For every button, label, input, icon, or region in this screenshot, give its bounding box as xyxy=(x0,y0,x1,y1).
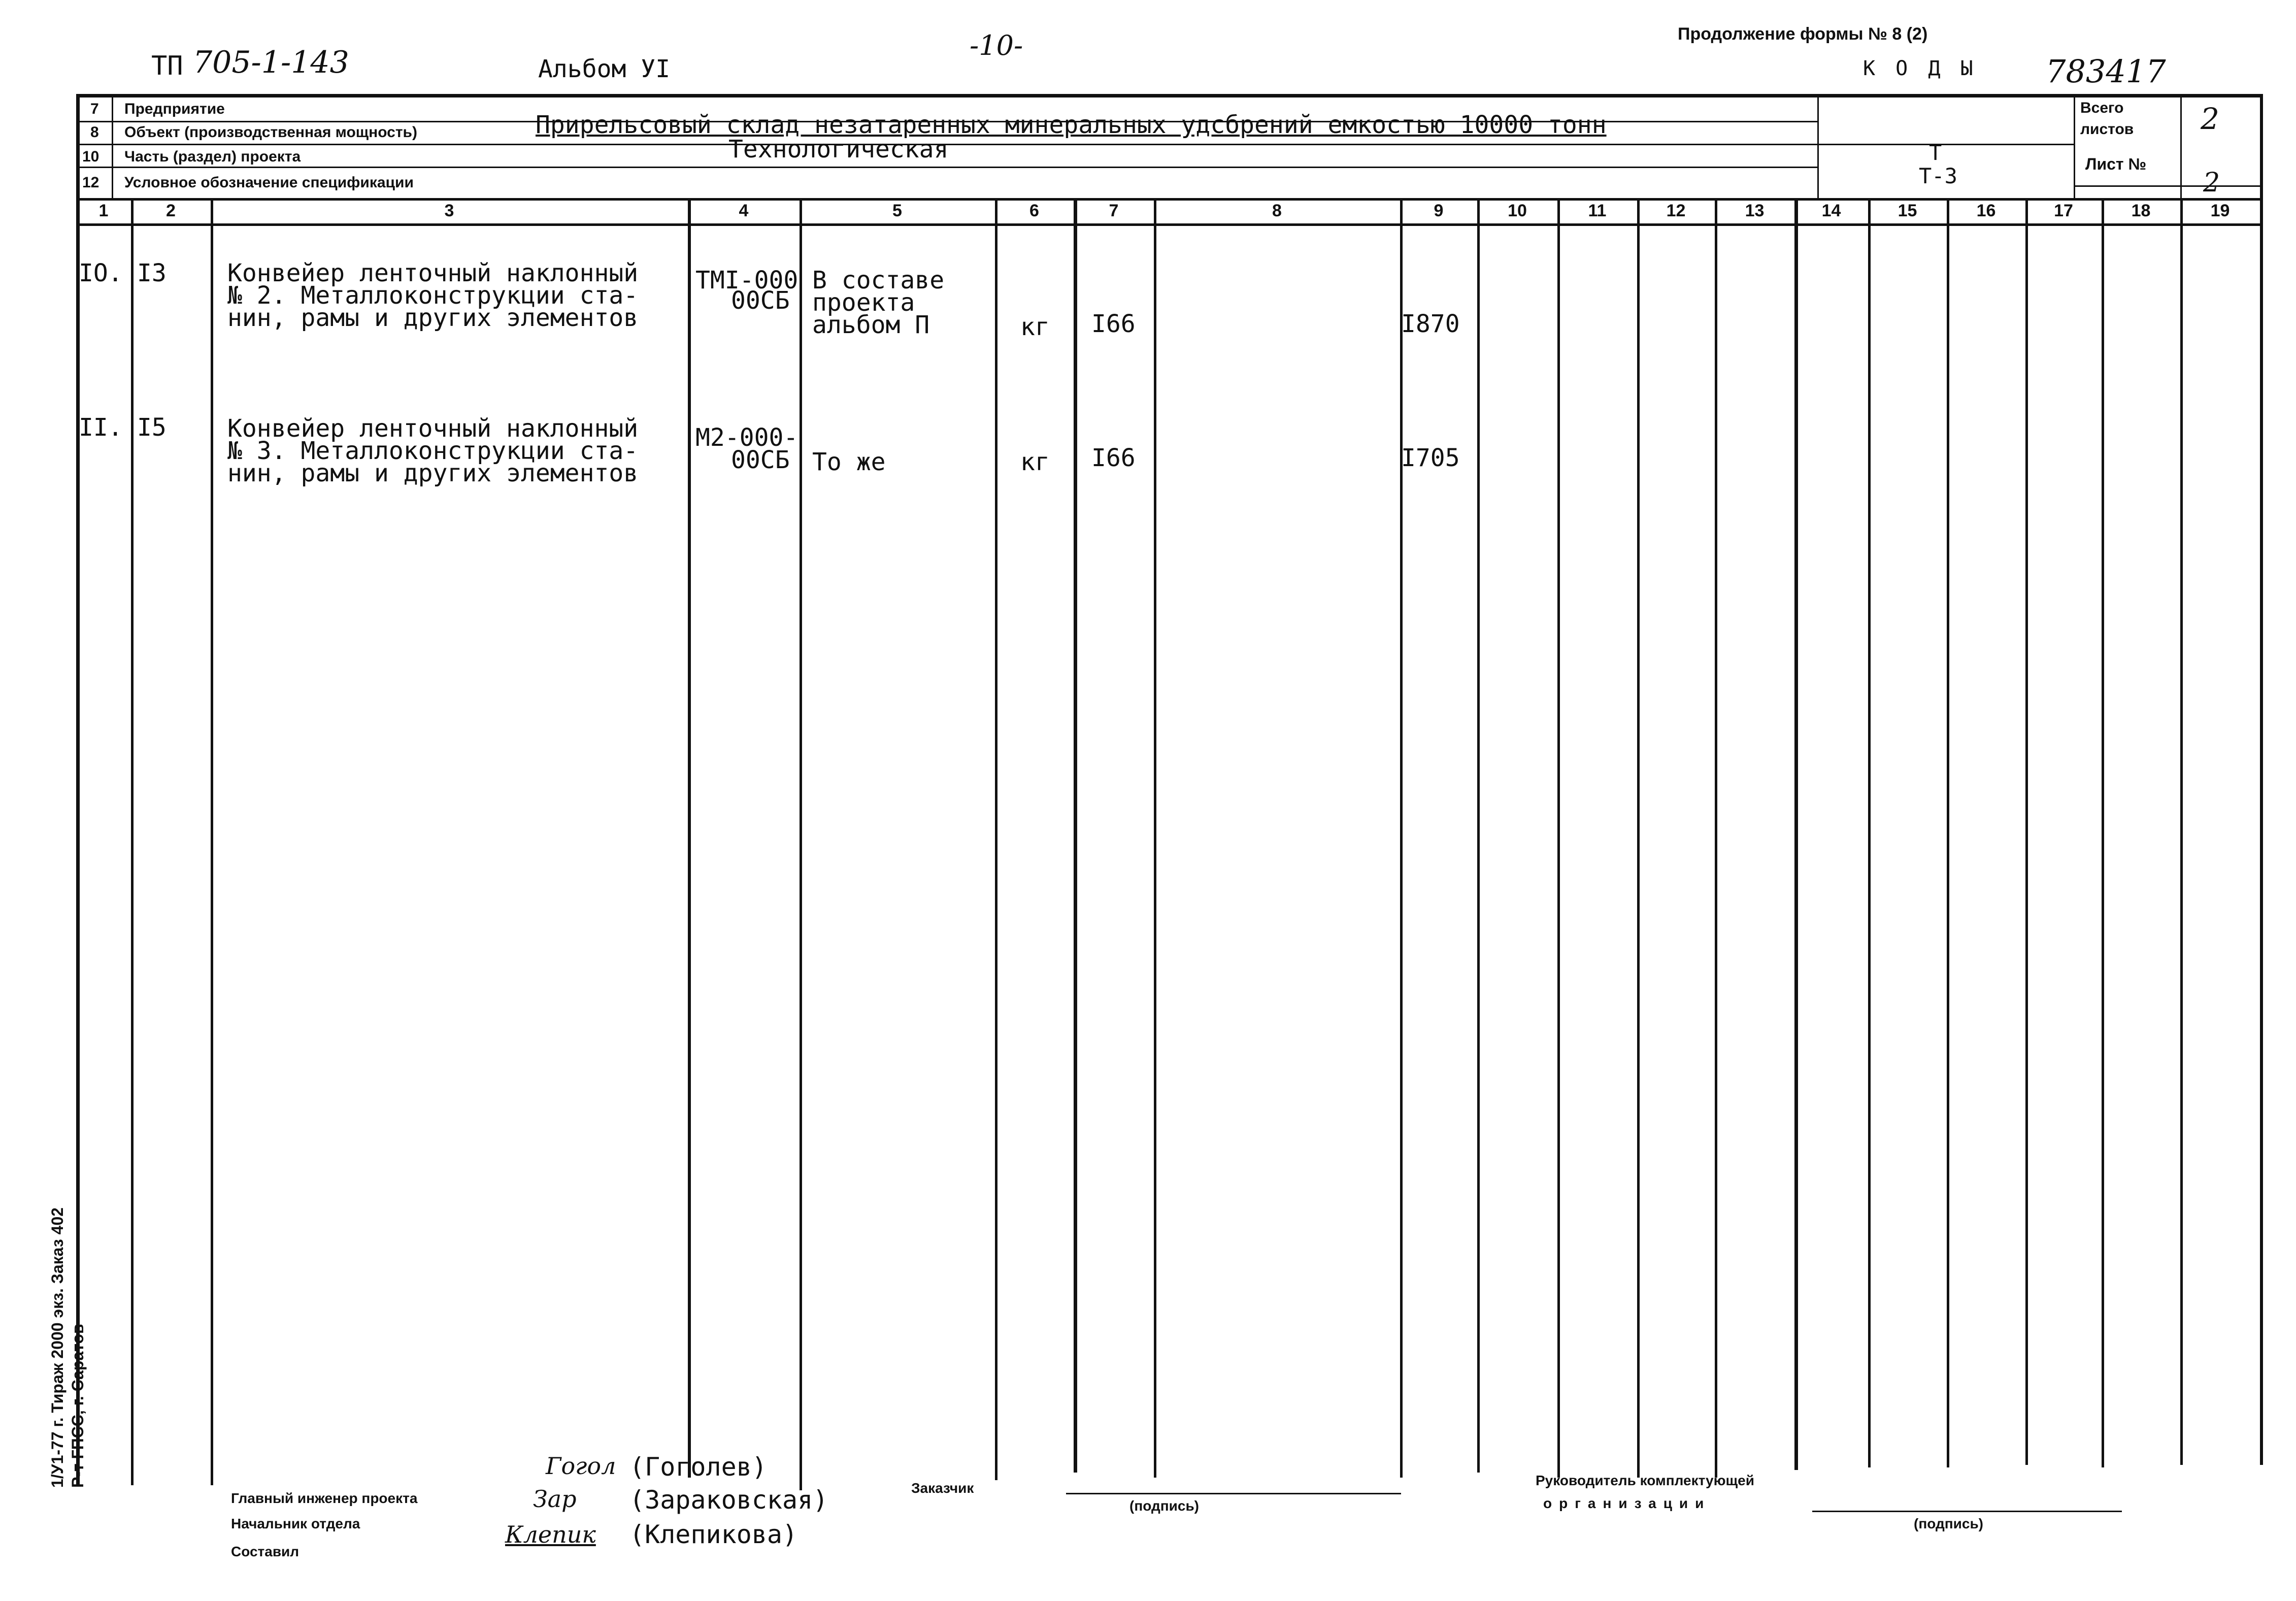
col-divider-2-3 xyxy=(211,198,213,1485)
row-2-c6: кг xyxy=(1020,448,1050,476)
compiled-name: (Клепикова) xyxy=(629,1520,798,1549)
col-num-14: 14 xyxy=(1821,201,1841,220)
sheet-label: Лист № xyxy=(2085,155,2147,173)
col-divider-3-4 xyxy=(688,198,691,1478)
title-row-line-3 xyxy=(76,167,1817,168)
col-num-18: 18 xyxy=(2131,201,2151,220)
row-1-c1: IO. xyxy=(79,259,123,287)
row-2-c3-line2: № 3. Металлоконструкции ста- xyxy=(227,437,639,465)
title-row-label-section: Часть (раздел) проекта xyxy=(124,148,301,165)
title-row-num-8: 8 xyxy=(90,124,99,141)
code-t3: Т-3 xyxy=(1919,164,1957,188)
row-1-c5-line3: альбом П xyxy=(812,311,930,339)
code-t: Т xyxy=(1929,140,1942,165)
col-num-3: 3 xyxy=(444,201,454,220)
row-1-c3-line1: Конвейер ленточный наклонный xyxy=(227,259,639,287)
row-2-c2: I5 xyxy=(137,413,167,442)
head-org-signature-caption: (подпись) xyxy=(1914,1516,1983,1531)
code-number: 783417 xyxy=(2046,53,2166,90)
total-sheets-label-text: Всего листов xyxy=(2080,100,2134,138)
col-divider-6-7 xyxy=(1074,198,1077,1473)
col-num-12: 12 xyxy=(1666,201,1686,220)
col-num-6: 6 xyxy=(1029,201,1039,220)
col-divider-12-13 xyxy=(1715,198,1717,1478)
row-1-c2: I3 xyxy=(137,259,167,287)
form-continuation: Продолжение формы № 8 (2) xyxy=(1678,24,1928,44)
object-value: Прирельсовый склад незатаренных минеральных удсбрений емкостью 10000 тонн xyxy=(536,111,1607,139)
title-row-line-2 xyxy=(76,144,2074,145)
col-num-10: 10 xyxy=(1508,201,1527,220)
customer-label: Заказчик xyxy=(911,1480,974,1496)
col-num-19: 19 xyxy=(2210,201,2230,220)
signature-2: Зар xyxy=(533,1485,577,1513)
col-divider-10-11 xyxy=(1557,198,1560,1478)
row-2-c4-line1: М2-000- xyxy=(695,423,798,452)
total-sheets-value: 2 xyxy=(2201,102,2219,136)
frame-left-line xyxy=(76,94,80,1485)
col-divider-11-12 xyxy=(1637,198,1640,1478)
title-row-num-10: 10 xyxy=(82,148,99,165)
row-1-c3-line3: нин, рамы и других элементов xyxy=(227,304,639,332)
col-divider-14-15 xyxy=(1868,198,1871,1467)
row-1-c6: кг xyxy=(1020,313,1050,341)
col-divider-1-2 xyxy=(131,198,134,1485)
row-2-c1: II. xyxy=(79,413,123,442)
row-2-c5-line1: То же xyxy=(812,448,886,476)
row-1-c3-line2: № 2. Металлоконструкции ста- xyxy=(227,281,639,310)
column-header-bottom-line xyxy=(76,223,2261,226)
codes-label: К О Д Ы xyxy=(1863,57,1977,80)
frame-right-line xyxy=(2260,94,2263,1465)
col-num-1: 1 xyxy=(98,201,109,220)
col-divider-15-16 xyxy=(1947,198,1949,1467)
title-row-num-7: 7 xyxy=(90,101,99,117)
col-divider-16-17 xyxy=(2025,198,2028,1465)
col-divider-13-14 xyxy=(1794,198,1798,1470)
tp-number: 705-1-143 xyxy=(193,45,349,80)
row-1-c5-line2: проекта xyxy=(812,288,915,317)
row-1-c7: I66 xyxy=(1091,310,1136,338)
col-num-16: 16 xyxy=(1976,201,1996,220)
row-2-c7: I66 xyxy=(1091,444,1136,472)
title-num-divider xyxy=(112,94,113,198)
title-row-label-object: Объект (производственная мощность) xyxy=(124,124,417,141)
col-divider-9-10 xyxy=(1477,198,1480,1473)
head-org-label-1: Руководитель комплектующей xyxy=(1536,1473,1754,1488)
row-2-c4-line2: 00СБ xyxy=(731,446,790,474)
dept-head-label: Начальник отдела xyxy=(231,1516,360,1531)
side-note-line1: 1/У1-77 г. Тираж 2000 экз. Заказ 402 xyxy=(48,1207,66,1488)
tp-label: ТП xyxy=(151,51,183,81)
col-num-17: 17 xyxy=(2054,201,2073,220)
section-value: Технологическая xyxy=(728,135,949,164)
row-1-c4-line1: ТМI-000 xyxy=(695,266,798,295)
frame-top-line xyxy=(76,94,2261,97)
col-divider-4-5 xyxy=(800,198,802,1490)
row-2-c3-line1: Конвейер ленточный наклонный xyxy=(227,414,639,443)
col-num-11: 11 xyxy=(1588,201,1607,220)
sheet-value: 2 xyxy=(2203,168,2220,198)
row-1-c5-line1: В составе xyxy=(812,266,945,295)
col-num-8: 8 xyxy=(1272,201,1282,220)
title-row-line-4 xyxy=(2074,185,2261,187)
col-divider-18-19 xyxy=(2180,198,2183,1465)
col-num-13: 13 xyxy=(1745,201,1765,220)
customer-signature-line xyxy=(1066,1493,1401,1494)
row-1-c9: I870 xyxy=(1401,310,1460,338)
album-label: Альбом УI xyxy=(538,55,671,83)
signature-1: Гогол xyxy=(546,1452,616,1480)
codes-right-divider xyxy=(2074,94,2075,198)
col-divider-5-6 xyxy=(995,198,997,1480)
col-num-7: 7 xyxy=(1109,201,1119,220)
row-2-c9: I705 xyxy=(1401,444,1460,472)
signature-3: Клепик xyxy=(505,1521,596,1548)
title-row-label-enterprise: Предприятие xyxy=(124,101,225,117)
row-2-c3-line3: нин, рамы и других элементов xyxy=(227,459,639,487)
row-1-c4-line2: 00СБ xyxy=(731,286,790,315)
col-num-2: 2 xyxy=(166,201,176,220)
chief-engineer-name: (Гоголев) xyxy=(629,1452,767,1482)
codes-left-divider xyxy=(1817,94,1819,198)
head-org-label-2: организации xyxy=(1543,1495,1711,1511)
title-block-bottom-line xyxy=(76,198,2261,201)
title-row-label-spec: Условное обозначение спецификации xyxy=(124,174,414,191)
dept-head-name: (Зараковская) xyxy=(629,1485,828,1515)
col-num-4: 4 xyxy=(739,201,749,220)
customer-signature-caption: (подпись) xyxy=(1129,1498,1199,1514)
sheets-divider xyxy=(2180,94,2182,198)
col-divider-8-9 xyxy=(1400,198,1403,1478)
total-sheets-label xyxy=(2080,97,2177,140)
col-divider-17-18 xyxy=(2102,198,2104,1467)
col-num-15: 15 xyxy=(1898,201,1917,220)
page-number: -10- xyxy=(970,29,1023,61)
side-note-line2: Р-т ГПСС, г. Саратов xyxy=(69,1324,87,1488)
col-num-9: 9 xyxy=(1434,201,1444,220)
chief-engineer-label: Главный инженер проекта xyxy=(231,1490,418,1506)
col-divider-7-8 xyxy=(1154,198,1156,1478)
title-row-num-12: 12 xyxy=(82,174,99,191)
compiled-label: Составил xyxy=(231,1544,300,1559)
col-num-5: 5 xyxy=(892,201,902,220)
head-org-signature-line xyxy=(1812,1511,2122,1512)
